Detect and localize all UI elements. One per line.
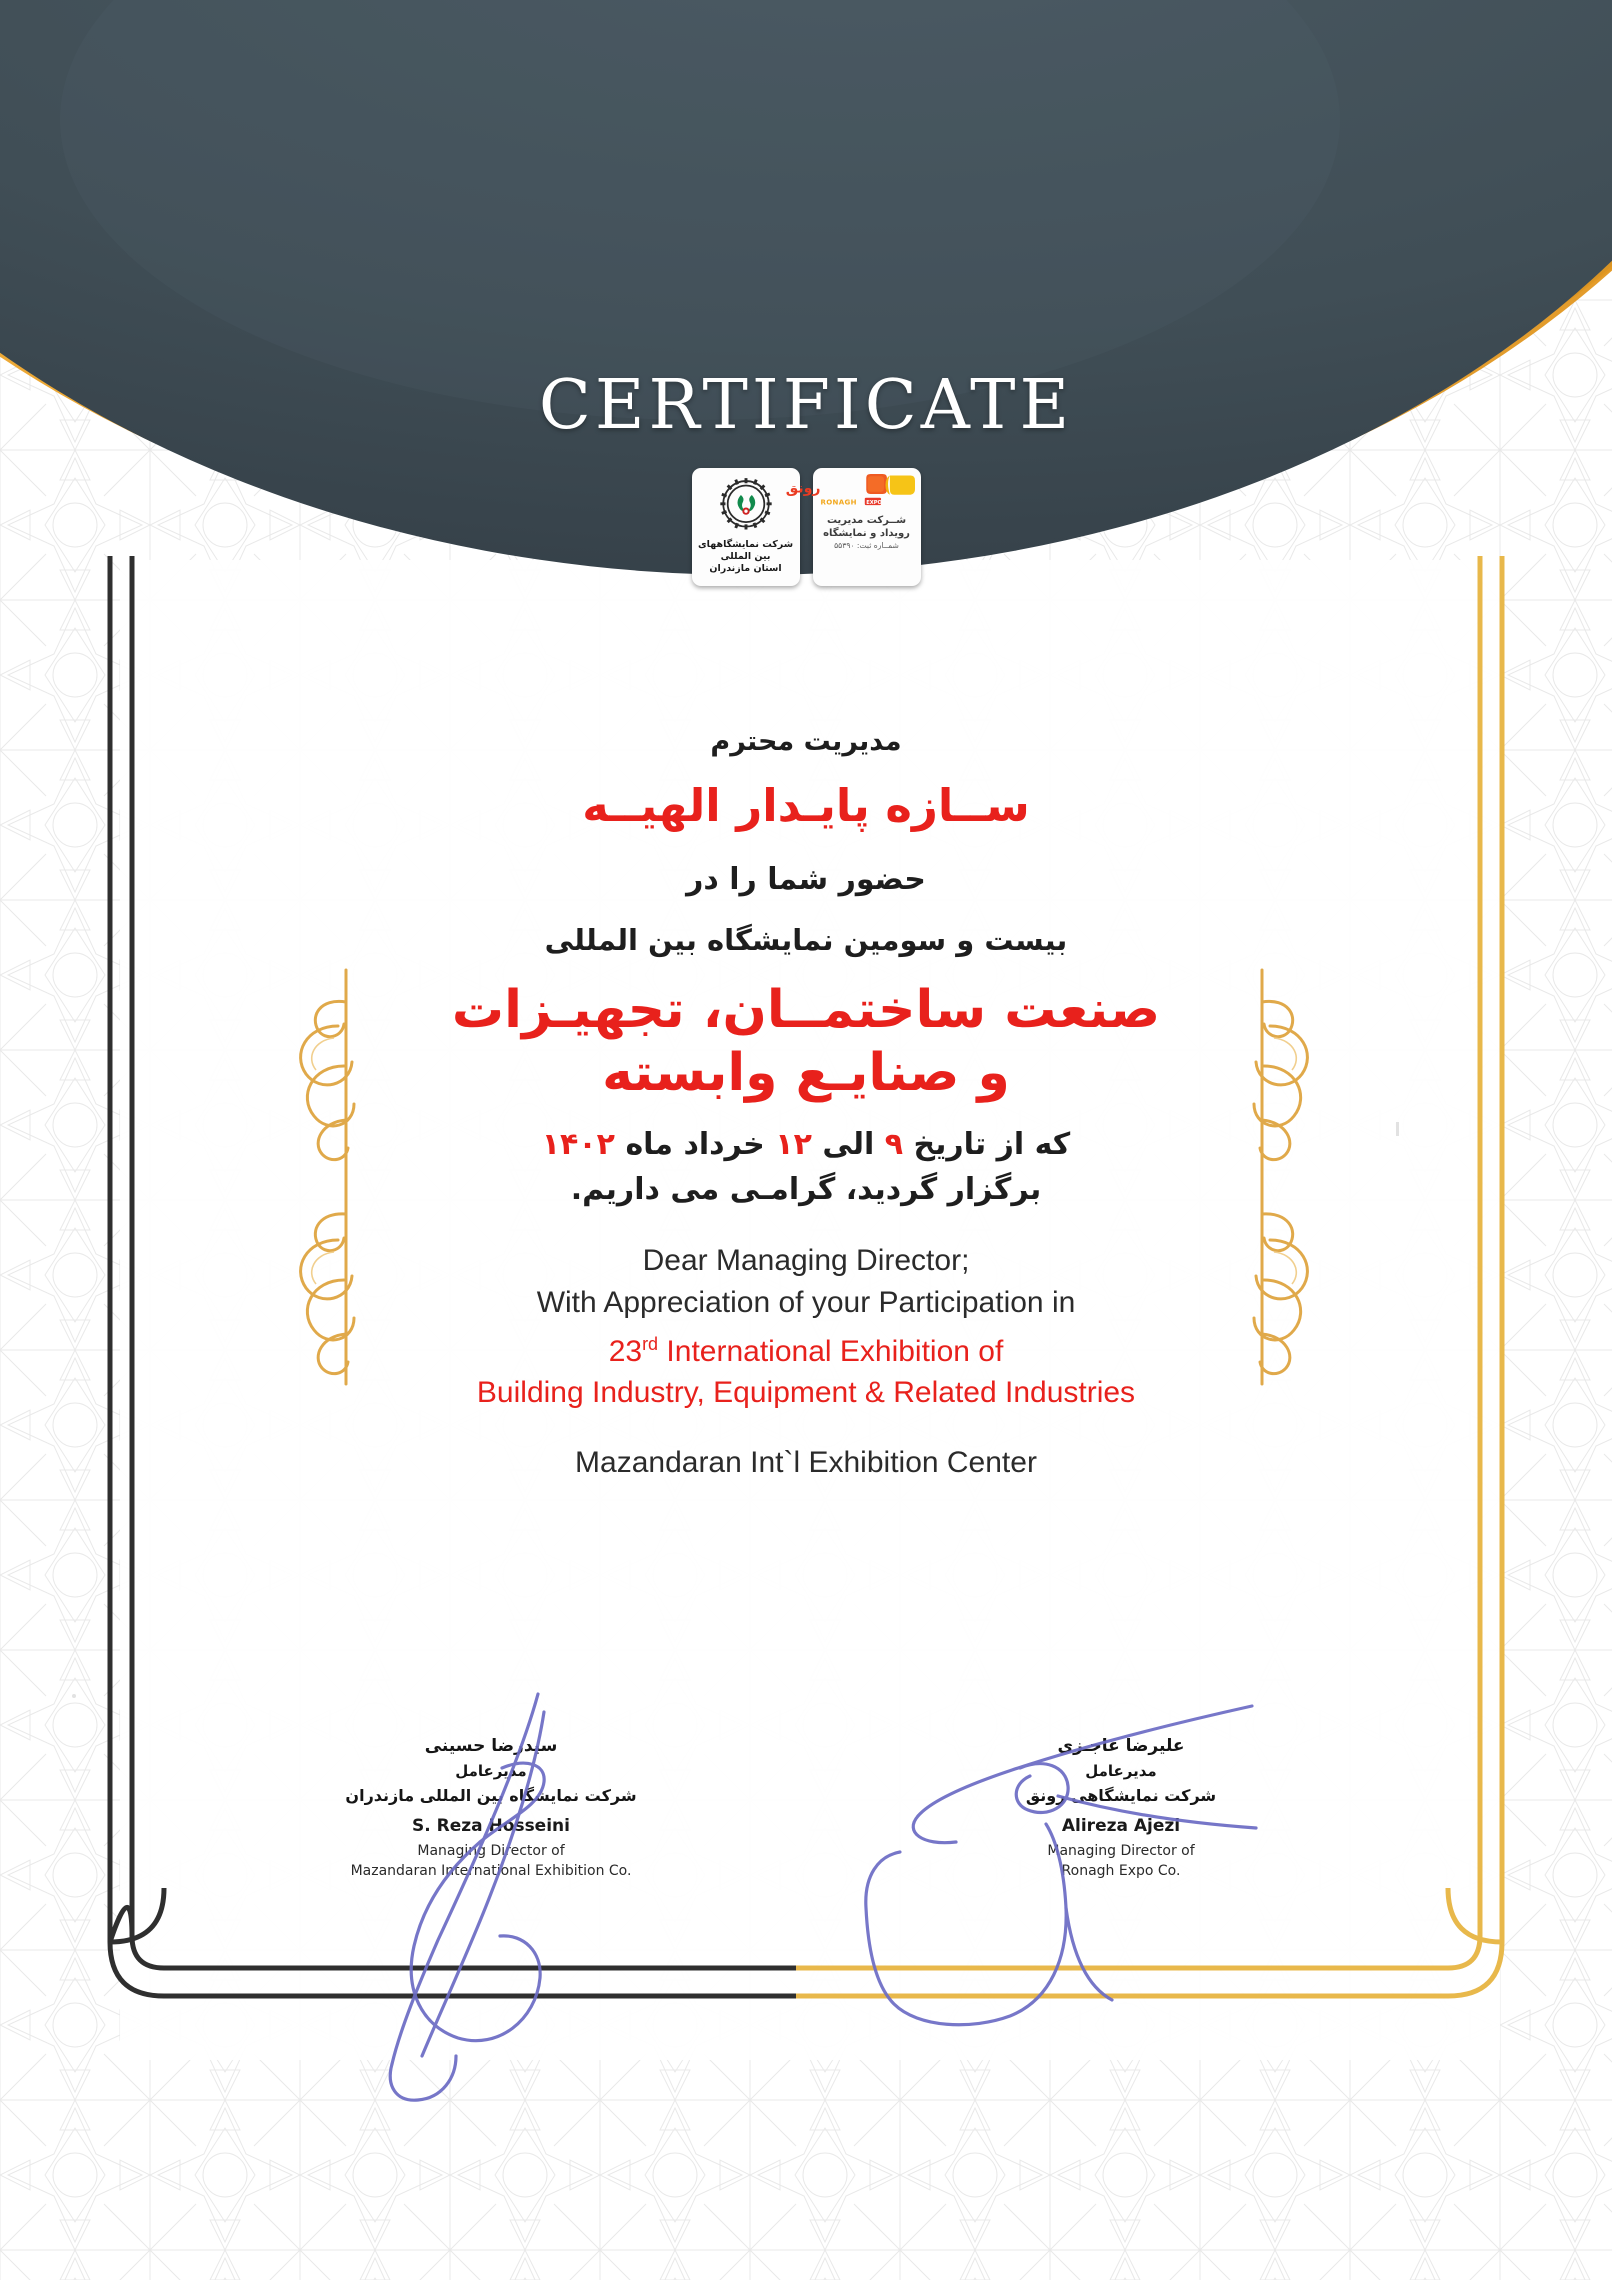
edition-number: 23 (608, 1335, 643, 1369)
event-date-line1 (0, 1122, 1612, 1167)
recipient-company-persian: ســازه پایـدار الهیــه (582, 779, 1030, 832)
logo-row (0, 468, 1612, 586)
gear-emblem-icon (709, 473, 783, 539)
mazandaran-exhibition-logo (692, 468, 800, 586)
signature-hosseini-role-line2: Mazandaran International Exhibition Co. (350, 1863, 632, 1880)
ronagh-shapes-icon (785, 473, 915, 515)
signature-ajezi (911, 1736, 1331, 1882)
signature-hosseini (281, 1736, 701, 1882)
ronagh-expo-logo (785, 468, 921, 586)
date-day-start: ۹ (884, 1126, 904, 1162)
svg-text:RONAGH: RONAGH (819, 497, 857, 507)
presence-phrase-persian: حضور شما را در (686, 862, 926, 897)
english-appreciation: With Appreciation of your Participation in (536, 1286, 1076, 1320)
date-prefix: که از تاریخ (913, 1126, 1071, 1162)
signature-ajezi-org-persian: شرکت نمایشگاهی رونق (1025, 1786, 1217, 1805)
edition-title-rest: International Exhibition of (666, 1335, 1004, 1369)
signature-hosseini-role-line1: Managing Director of (417, 1843, 565, 1859)
ronagh-sub-line2: رویداد و نمایشگاه (823, 527, 910, 539)
exhibition-title-persian (0, 979, 1612, 1106)
scan-speck (72, 1694, 76, 1698)
signature-ajezi-role-line2: Ronagh Expo Co. (1061, 1863, 1181, 1880)
event-date-persian (0, 1122, 1612, 1212)
english-salutation-block (0, 1240, 1612, 1325)
date-between: الی (822, 1126, 875, 1162)
edition-ordinal-suffix: rd (642, 1334, 659, 1355)
date-month: خرداد ماه (625, 1126, 765, 1162)
signature-ajezi-role-english (911, 1841, 1331, 1882)
ronagh-sub-line1: شــرکت مدیریت (826, 515, 907, 526)
svg-text:رونق: رونق (785, 480, 820, 497)
venue-name: Mazandaran Int`l Exhibition Center (575, 1445, 1037, 1479)
certificate-body (0, 726, 1612, 1480)
exhibition-edition-persian: بیست و سومین نمایشگاه بین المللی (544, 923, 1068, 957)
mazandaran-caption-line2: استان مازندران (709, 562, 782, 574)
ronagh-logo-subtitle (823, 515, 910, 541)
english-exhibition-title-line2: Building Industry, Equipment & Related Industries (476, 1376, 1136, 1410)
signature-hosseini-name-persian: سیدرضا حسینی (424, 1736, 558, 1756)
signature-row (0, 1736, 1612, 1882)
signature-ajezi-name-english: Alireza Ajezi (1061, 1816, 1181, 1836)
date-year: ۱۴۰۲ (541, 1126, 615, 1162)
exhibition-title-persian-line2: و صنایـع وابسته (602, 1043, 1010, 1104)
english-exhibition-title (0, 1331, 1612, 1414)
signature-ajezi-role-persian: مدیرعامل (1085, 1762, 1157, 1780)
exhibition-title-persian-line1: صنعت ساختمــان، تجهیـزات (451, 980, 1161, 1040)
signature-hosseini-role-english (281, 1841, 701, 1882)
signature-ajezi-name-persian: علیرضا عاجـزی (1057, 1736, 1185, 1756)
signature-hosseini-org-persian: شرکت نمایشگاه بین المللی مازندران (345, 1786, 637, 1805)
event-date-line2: برگزار گردید، گرامـی می داریم. (570, 1171, 1042, 1207)
signature-hosseini-name-english: S. Reza Hosseini (412, 1816, 570, 1836)
signature-hosseini-role-persian: مدیرعامل (455, 1762, 527, 1780)
salutation-persian: مدیریت محترم (710, 726, 902, 757)
ronagh-registration-number: شمــاره ثبت: ۵۵۳۹۰ (834, 540, 899, 550)
signature-ajezi-role-line1: Managing Director of (1047, 1843, 1195, 1859)
mazandaran-caption-line1: شرکت نمایشگاههای بین المللی (697, 539, 794, 562)
certificate-title: CERTIFICATE (538, 366, 1074, 445)
mazandaran-logo-caption (692, 539, 800, 575)
svg-text:EXPO: EXPO (865, 499, 882, 506)
english-salutation: Dear Managing Director; (642, 1243, 970, 1277)
english-exhibition-title-line1 (0, 1331, 1612, 1372)
date-day-end: ۱۲ (775, 1126, 812, 1162)
